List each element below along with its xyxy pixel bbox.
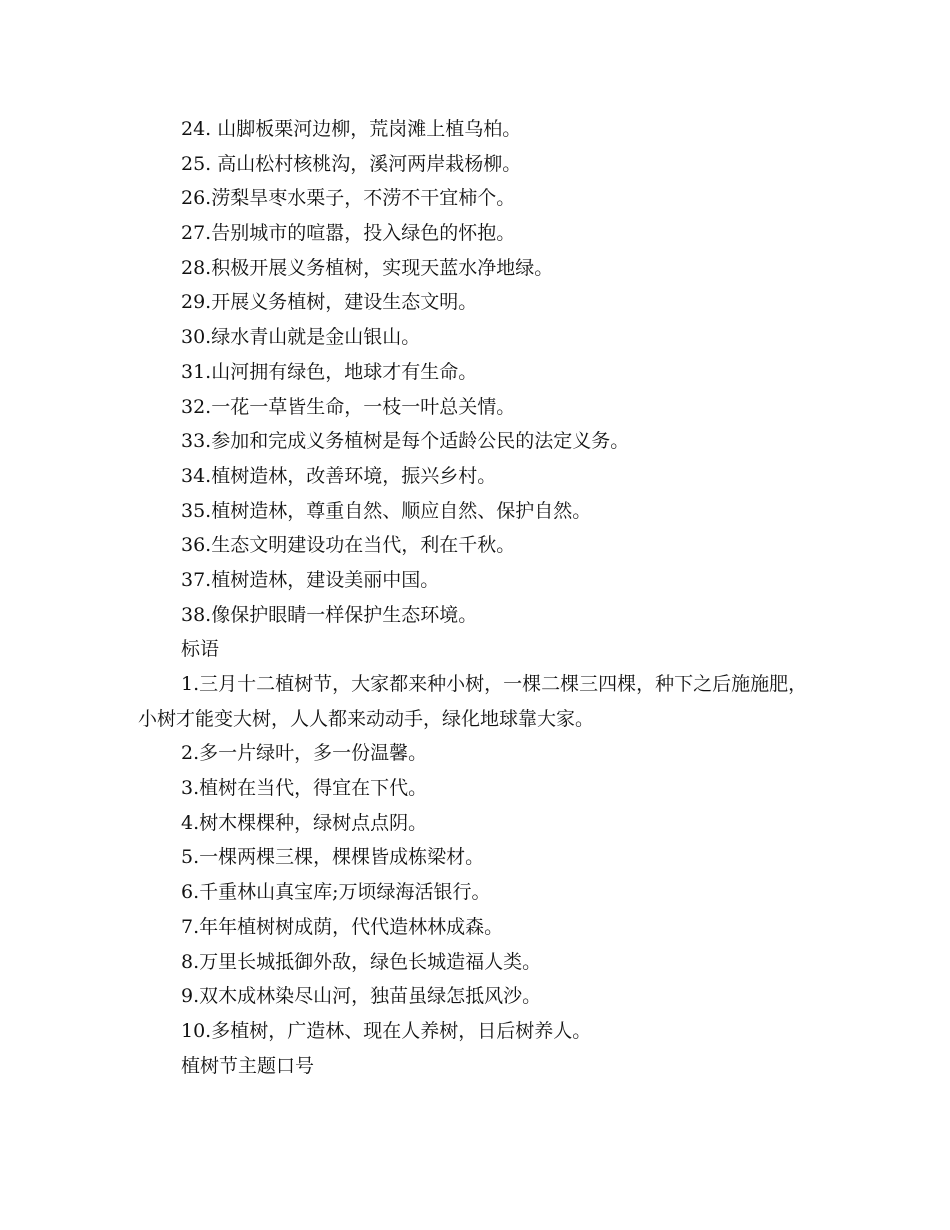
list-item: 34.植树造林，改善环境，振兴乡村。 [181, 464, 497, 487]
list-item: 27.告别城市的喧嚣，投入绿色的怀抱。 [181, 222, 516, 245]
list-item: 33.参加和完成义务植树是每个适龄公民的法定义务。 [181, 430, 630, 453]
list-item: 6.千重林山真宝库;万顷绿海活银行。 [181, 881, 491, 904]
section-heading-slogans: 标语 [181, 638, 220, 661]
list-item: 37.植树造林，建设美丽中国。 [181, 568, 440, 591]
list-item: 24. 山脚板栗河边柳，荒岗滩上植乌柏。 [181, 118, 522, 140]
list-item: 35.植树造林，尊重自然、顺应自然、保护自然。 [181, 499, 592, 522]
list-item: 26.涝梨旱枣水栗子，不涝不干宜柿个。 [181, 187, 516, 210]
paragraph-slogan-1: 1.三月十二植树节，大家都来种小树，一棵二棵三四棵，种下之后施施肥，小树才能变大树，人人都来动动手，绿化地球靠大家。 [138, 673, 808, 730]
list-item: 36.生态文明建设功在当代，利在千秋。 [181, 534, 516, 557]
list-item: 28.积极开展义务植树，实现天蓝水净地绿。 [181, 256, 554, 279]
list-item: 3.植树在当代，得宜在下代。 [181, 777, 428, 800]
list-item: 5.一棵两棵三棵，棵棵皆成栋梁材。 [181, 846, 485, 869]
document-body [138, 112, 818, 1083]
list-item: 9.双木成林染尽山河，独苗虽绿怎抵风沙。 [181, 985, 542, 1008]
list-item: 2.多一片绿叶，多一份温馨。 [181, 742, 428, 765]
list-item: 38.像保护眼睛一样保护生态环境。 [181, 603, 478, 626]
list-item: 29.开展义务植树，建设生态文明。 [181, 291, 478, 314]
list-item: 4.树木棵棵种，绿树点点阴。 [181, 811, 428, 834]
list-item: 31.山河拥有绿色，地球才有生命。 [181, 360, 478, 383]
list-item: 25. 高山松村核桃沟，溪河两岸栽杨柳。 [181, 152, 522, 175]
list-item: 32.一花一草皆生命，一枝一叶总关情。 [181, 395, 516, 418]
list-item: 10.多植树，广造林、现在人养树，日后树养人。 [181, 1019, 592, 1042]
section-heading-theme-slogans: 植树节主题口号 [181, 1054, 315, 1077]
list-item: 7.年年植树树成荫，代代造林林成森。 [181, 915, 504, 938]
list-item: 8.万里长城抵御外敌，绿色长城造福人类。 [181, 950, 542, 973]
list-item: 30.绿水青山就是金山银山。 [181, 326, 421, 349]
